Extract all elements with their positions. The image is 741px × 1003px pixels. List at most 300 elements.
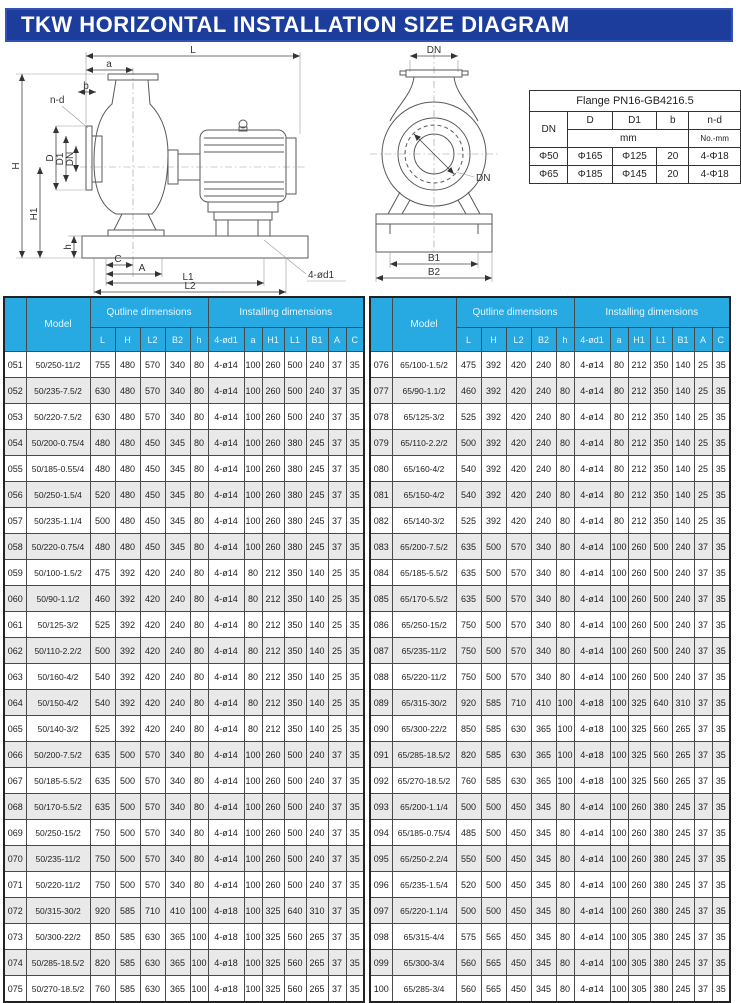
value-cell: 37 bbox=[328, 924, 346, 950]
model-cell: 50/220-0.75/4 bbox=[26, 534, 90, 560]
install-group-header: Installing dimensions bbox=[208, 297, 364, 328]
value-cell: 25 bbox=[694, 482, 712, 508]
model-cell: 50/235-11/2 bbox=[26, 846, 90, 872]
value-cell: 380 bbox=[650, 872, 672, 898]
value-cell: 100 bbox=[556, 768, 574, 794]
value-cell: 340 bbox=[165, 378, 190, 404]
value-cell: 4-ø14 bbox=[574, 404, 610, 430]
value-cell: 340 bbox=[531, 534, 556, 560]
value-cell: 35 bbox=[712, 768, 730, 794]
value-cell: 100 bbox=[244, 404, 262, 430]
value-cell: 345 bbox=[165, 482, 190, 508]
value-cell: 240 bbox=[306, 846, 328, 872]
value-cell: 570 bbox=[140, 846, 165, 872]
value-cell: 80 bbox=[556, 950, 574, 976]
table-row bbox=[370, 794, 730, 820]
value-cell: 35 bbox=[346, 508, 364, 534]
value-cell: 240 bbox=[306, 404, 328, 430]
value-cell: 37 bbox=[328, 742, 346, 768]
dim-label-A: A bbox=[138, 263, 146, 274]
value-cell: 392 bbox=[115, 716, 140, 742]
row-index-cell: 098 bbox=[370, 924, 392, 950]
dim-label-4d1: 4-ød1 bbox=[308, 270, 335, 281]
value-cell: 380 bbox=[284, 430, 306, 456]
value-cell: 350 bbox=[284, 560, 306, 586]
value-cell: 392 bbox=[481, 404, 506, 430]
value-cell: 540 bbox=[90, 664, 115, 690]
value-cell: 4-ø14 bbox=[574, 820, 610, 846]
value-cell: 212 bbox=[628, 352, 650, 378]
row-index-cell: 064 bbox=[4, 690, 26, 716]
value-cell: 100 bbox=[244, 456, 262, 482]
value-cell: 350 bbox=[650, 482, 672, 508]
table-row bbox=[4, 898, 364, 924]
model-header: Model bbox=[26, 297, 90, 352]
value-cell: 820 bbox=[90, 950, 115, 976]
row-index-cell: 063 bbox=[4, 664, 26, 690]
value-cell: 500 bbox=[650, 534, 672, 560]
value-cell: 4-ø14 bbox=[208, 846, 244, 872]
row-index-cell: 097 bbox=[370, 898, 392, 924]
value-cell: 240 bbox=[531, 508, 556, 534]
value-cell: 37 bbox=[328, 534, 346, 560]
value-cell: 570 bbox=[140, 794, 165, 820]
value-cell: 380 bbox=[650, 846, 672, 872]
value-cell: 500 bbox=[456, 430, 481, 456]
value-cell: 260 bbox=[628, 612, 650, 638]
model-cell: 50/220-7.5/2 bbox=[26, 404, 90, 430]
value-cell: 4-ø18 bbox=[208, 898, 244, 924]
value-cell: 35 bbox=[346, 352, 364, 378]
row-index-cell: 067 bbox=[4, 768, 26, 794]
value-cell: 35 bbox=[346, 560, 364, 586]
value-cell: 35 bbox=[712, 638, 730, 664]
value-cell: 35 bbox=[712, 924, 730, 950]
table-row bbox=[370, 378, 730, 404]
value-cell: 420 bbox=[506, 378, 531, 404]
value-cell: 480 bbox=[115, 456, 140, 482]
value-cell: 100 bbox=[610, 768, 628, 794]
value-cell: 4-ø14 bbox=[574, 794, 610, 820]
value-cell: 100 bbox=[610, 560, 628, 586]
value-cell: 570 bbox=[140, 820, 165, 846]
value-cell: 80 bbox=[190, 690, 208, 716]
value-cell: 100 bbox=[244, 898, 262, 924]
row-index-cell: 056 bbox=[4, 482, 26, 508]
value-cell: 710 bbox=[506, 690, 531, 716]
value-cell: 500 bbox=[650, 638, 672, 664]
model-cell: 50/200-7.5/2 bbox=[26, 742, 90, 768]
value-cell: 212 bbox=[262, 560, 284, 586]
row-index-cell: 051 bbox=[4, 352, 26, 378]
model-cell: 50/170-5.5/2 bbox=[26, 794, 90, 820]
value-cell: 325 bbox=[262, 976, 284, 1003]
diagram-area bbox=[0, 44, 741, 296]
table-row bbox=[4, 612, 364, 638]
value-cell: 450 bbox=[140, 430, 165, 456]
value-cell: 585 bbox=[115, 950, 140, 976]
table-row bbox=[370, 768, 730, 794]
model-cell: 65/200-1.1/4 bbox=[392, 794, 456, 820]
value-cell: 350 bbox=[650, 430, 672, 456]
value-cell: 570 bbox=[140, 768, 165, 794]
value-cell: 80 bbox=[190, 638, 208, 664]
model-cell: 50/90-1.1/2 bbox=[26, 586, 90, 612]
dim-label-D1: D1 bbox=[55, 152, 66, 166]
value-cell: 240 bbox=[165, 560, 190, 586]
value-cell: 80 bbox=[610, 378, 628, 404]
row-index-cell: 062 bbox=[4, 638, 26, 664]
value-cell: 240 bbox=[531, 456, 556, 482]
value-cell: 80 bbox=[610, 482, 628, 508]
table-row bbox=[4, 794, 364, 820]
value-cell: 392 bbox=[481, 352, 506, 378]
value-cell: 100 bbox=[244, 742, 262, 768]
model-cell: 65/315-30/2 bbox=[392, 690, 456, 716]
row-index-cell: 072 bbox=[4, 898, 26, 924]
value-cell: 37 bbox=[694, 976, 712, 1003]
value-cell: 850 bbox=[456, 716, 481, 742]
value-cell: 35 bbox=[346, 950, 364, 976]
table-row bbox=[4, 482, 364, 508]
value-cell: 240 bbox=[672, 534, 694, 560]
value-cell: 450 bbox=[506, 794, 531, 820]
value-cell: 4-ø14 bbox=[208, 534, 244, 560]
value-cell: 100 bbox=[190, 950, 208, 976]
value-cell: 750 bbox=[456, 664, 481, 690]
value-cell: 570 bbox=[140, 378, 165, 404]
row-index-cell: Φ50 bbox=[530, 148, 568, 166]
value-cell: 260 bbox=[262, 352, 284, 378]
column-header: A bbox=[694, 328, 712, 352]
value-cell: 80 bbox=[190, 352, 208, 378]
value-cell: 350 bbox=[284, 612, 306, 638]
value-cell: 480 bbox=[90, 534, 115, 560]
table-row bbox=[4, 352, 364, 378]
value-cell: 380 bbox=[284, 508, 306, 534]
value-cell: 80 bbox=[556, 456, 574, 482]
value-cell: 37 bbox=[694, 664, 712, 690]
value-cell: Φ145 bbox=[612, 166, 656, 184]
value-cell: 4-ø14 bbox=[208, 456, 244, 482]
value-cell: 392 bbox=[115, 560, 140, 586]
model-cell: 65/125-3/2 bbox=[392, 404, 456, 430]
value-cell: 35 bbox=[712, 612, 730, 638]
value-cell: 35 bbox=[346, 456, 364, 482]
row-index-cell: 081 bbox=[370, 482, 392, 508]
dim-label-D: D bbox=[45, 154, 56, 162]
value-cell: 245 bbox=[672, 898, 694, 924]
value-cell: 80 bbox=[556, 352, 574, 378]
model-cell: 65/90-1.1/2 bbox=[392, 378, 456, 404]
model-cell: 65/100-1.5/2 bbox=[392, 352, 456, 378]
value-cell: 325 bbox=[262, 898, 284, 924]
value-cell: 570 bbox=[140, 352, 165, 378]
value-cell: 570 bbox=[506, 638, 531, 664]
value-cell: 245 bbox=[672, 820, 694, 846]
value-cell: 35 bbox=[346, 898, 364, 924]
value-cell: 20 bbox=[657, 166, 689, 184]
value-cell: 570 bbox=[140, 742, 165, 768]
value-cell: 380 bbox=[650, 950, 672, 976]
column-header: C bbox=[712, 328, 730, 352]
value-cell: 340 bbox=[165, 794, 190, 820]
value-cell: 380 bbox=[650, 898, 672, 924]
value-cell: 35 bbox=[712, 534, 730, 560]
value-cell: 37 bbox=[328, 352, 346, 378]
table-row bbox=[4, 820, 364, 846]
value-cell: 500 bbox=[481, 664, 506, 690]
value-cell: 4-ø14 bbox=[574, 482, 610, 508]
value-cell: 760 bbox=[90, 976, 115, 1003]
row-index-cell: 057 bbox=[4, 508, 26, 534]
value-cell: 710 bbox=[140, 898, 165, 924]
value-cell: 35 bbox=[346, 638, 364, 664]
value-cell: 380 bbox=[284, 456, 306, 482]
value-cell: 35 bbox=[346, 482, 364, 508]
value-cell: 140 bbox=[672, 352, 694, 378]
value-cell: 4-Φ18 bbox=[689, 148, 741, 166]
value-cell: 460 bbox=[456, 378, 481, 404]
value-cell: 340 bbox=[531, 560, 556, 586]
value-cell: 100 bbox=[610, 872, 628, 898]
table-row bbox=[4, 560, 364, 586]
value-cell: 240 bbox=[165, 664, 190, 690]
table-row bbox=[370, 534, 730, 560]
pump-front-view-drawing bbox=[352, 44, 542, 296]
row-index-cell: 054 bbox=[4, 430, 26, 456]
model-cell: 65/150-4/2 bbox=[392, 482, 456, 508]
value-cell: 100 bbox=[244, 950, 262, 976]
value-cell: 80 bbox=[610, 404, 628, 430]
page-title: TKW HORIZONTAL INSTALLATION SIZE DIAGRAM bbox=[21, 12, 570, 37]
value-cell: 260 bbox=[262, 742, 284, 768]
value-cell: 25 bbox=[694, 508, 712, 534]
table-row bbox=[370, 924, 730, 950]
value-cell: 80 bbox=[244, 586, 262, 612]
table-row bbox=[4, 430, 364, 456]
value-cell: 240 bbox=[165, 716, 190, 742]
value-cell: 4-ø14 bbox=[208, 560, 244, 586]
model-cell: 50/125-3/2 bbox=[26, 612, 90, 638]
value-cell: 212 bbox=[628, 378, 650, 404]
value-cell: 35 bbox=[712, 690, 730, 716]
table-row bbox=[370, 898, 730, 924]
value-cell: 540 bbox=[90, 690, 115, 716]
value-cell: 500 bbox=[481, 820, 506, 846]
value-cell: 325 bbox=[628, 716, 650, 742]
value-cell: 80 bbox=[190, 508, 208, 534]
row-index-cell: 090 bbox=[370, 716, 392, 742]
row-index-cell: 069 bbox=[4, 820, 26, 846]
value-cell: 585 bbox=[115, 898, 140, 924]
value-cell: 25 bbox=[328, 664, 346, 690]
table-row bbox=[370, 612, 730, 638]
table-row bbox=[370, 820, 730, 846]
value-cell: 35 bbox=[712, 742, 730, 768]
table-row bbox=[370, 430, 730, 456]
value-cell: 500 bbox=[90, 638, 115, 664]
value-cell: 265 bbox=[672, 742, 694, 768]
model-cell: 65/170-5.5/2 bbox=[392, 586, 456, 612]
value-cell: 260 bbox=[628, 794, 650, 820]
size-tables bbox=[3, 296, 731, 1003]
column-header: L2 bbox=[506, 328, 531, 352]
value-cell: 500 bbox=[284, 742, 306, 768]
value-cell: 260 bbox=[262, 404, 284, 430]
value-cell: 140 bbox=[306, 716, 328, 742]
value-cell: 35 bbox=[712, 378, 730, 404]
value-cell: 80 bbox=[244, 612, 262, 638]
table-row bbox=[370, 508, 730, 534]
value-cell: 25 bbox=[694, 456, 712, 482]
value-cell: 240 bbox=[672, 638, 694, 664]
value-cell: 500 bbox=[650, 560, 672, 586]
value-cell: 380 bbox=[650, 820, 672, 846]
value-cell: 540 bbox=[456, 456, 481, 482]
dim-label-DN-top: DN bbox=[426, 45, 442, 56]
value-cell: 80 bbox=[556, 664, 574, 690]
value-cell: 4-ø14 bbox=[208, 690, 244, 716]
value-cell: 345 bbox=[531, 898, 556, 924]
value-cell: 100 bbox=[244, 482, 262, 508]
value-cell: 4-ø14 bbox=[208, 352, 244, 378]
value-cell: 420 bbox=[506, 508, 531, 534]
value-cell: 500 bbox=[456, 794, 481, 820]
value-cell: 212 bbox=[262, 716, 284, 742]
model-cell: 50/250-15/2 bbox=[26, 820, 90, 846]
value-cell: 420 bbox=[140, 638, 165, 664]
table-row bbox=[370, 716, 730, 742]
value-cell: 4-ø18 bbox=[574, 716, 610, 742]
value-cell: 35 bbox=[346, 872, 364, 898]
value-cell: 25 bbox=[694, 378, 712, 404]
value-cell: 260 bbox=[262, 482, 284, 508]
value-cell: 240 bbox=[531, 430, 556, 456]
value-cell: 100 bbox=[610, 664, 628, 690]
value-cell: 25 bbox=[328, 612, 346, 638]
value-cell: 260 bbox=[262, 794, 284, 820]
value-cell: 392 bbox=[115, 612, 140, 638]
value-cell: 140 bbox=[672, 456, 694, 482]
value-cell: 350 bbox=[284, 586, 306, 612]
value-cell: 565 bbox=[481, 924, 506, 950]
value-cell: 340 bbox=[531, 586, 556, 612]
value-cell: 80 bbox=[556, 820, 574, 846]
row-index-cell: 080 bbox=[370, 456, 392, 482]
value-cell: 37 bbox=[328, 820, 346, 846]
row-index-cell: 055 bbox=[4, 456, 26, 482]
value-cell: 4-ø14 bbox=[208, 482, 244, 508]
model-cell: 50/270-18.5/2 bbox=[26, 976, 90, 1003]
value-cell: 420 bbox=[506, 482, 531, 508]
value-cell: 240 bbox=[672, 612, 694, 638]
value-cell: 560 bbox=[284, 924, 306, 950]
table-row bbox=[530, 166, 741, 184]
value-cell: 100 bbox=[244, 976, 262, 1003]
value-cell: 340 bbox=[531, 638, 556, 664]
value-cell: 100 bbox=[556, 716, 574, 742]
value-cell: 37 bbox=[694, 872, 712, 898]
value-cell: 500 bbox=[481, 638, 506, 664]
value-cell: 35 bbox=[712, 404, 730, 430]
value-cell: 4-ø14 bbox=[208, 404, 244, 430]
value-cell: 260 bbox=[628, 872, 650, 898]
value-cell: 100 bbox=[244, 352, 262, 378]
table-row bbox=[4, 534, 364, 560]
row-index-cell: 082 bbox=[370, 508, 392, 534]
value-cell: 4-ø14 bbox=[208, 378, 244, 404]
column-header: B2 bbox=[531, 328, 556, 352]
value-cell: 480 bbox=[115, 430, 140, 456]
value-cell: 80 bbox=[190, 482, 208, 508]
value-cell: 450 bbox=[506, 820, 531, 846]
value-cell: 100 bbox=[244, 534, 262, 560]
row-index-cell: 052 bbox=[4, 378, 26, 404]
value-cell: 100 bbox=[610, 638, 628, 664]
value-cell: 265 bbox=[306, 976, 328, 1003]
value-cell: 35 bbox=[346, 924, 364, 950]
value-cell: 35 bbox=[712, 586, 730, 612]
value-cell: 100 bbox=[190, 976, 208, 1003]
value-cell: 500 bbox=[115, 846, 140, 872]
value-cell: 35 bbox=[712, 352, 730, 378]
value-cell: 500 bbox=[90, 508, 115, 534]
value-cell: 35 bbox=[346, 378, 364, 404]
value-cell: 350 bbox=[284, 716, 306, 742]
value-cell: 520 bbox=[456, 872, 481, 898]
value-cell: 420 bbox=[140, 690, 165, 716]
value-cell: 4-ø14 bbox=[574, 638, 610, 664]
value-cell: 240 bbox=[306, 872, 328, 898]
value-cell: 80 bbox=[556, 924, 574, 950]
value-cell: 4-ø14 bbox=[208, 794, 244, 820]
dim-label-DN-bore: DN bbox=[476, 173, 491, 184]
value-cell: 4-ø14 bbox=[208, 508, 244, 534]
value-cell: 25 bbox=[694, 404, 712, 430]
value-cell: 35 bbox=[712, 794, 730, 820]
value-cell: 500 bbox=[284, 768, 306, 794]
value-cell: 35 bbox=[346, 612, 364, 638]
value-cell: 140 bbox=[672, 378, 694, 404]
value-cell: 475 bbox=[456, 352, 481, 378]
value-cell: 37 bbox=[328, 430, 346, 456]
table-row bbox=[370, 846, 730, 872]
value-cell: 260 bbox=[262, 456, 284, 482]
value-cell: 392 bbox=[115, 690, 140, 716]
value-cell: 450 bbox=[140, 456, 165, 482]
table-row bbox=[370, 976, 730, 1003]
model-cell: 50/235-7.5/2 bbox=[26, 378, 90, 404]
value-cell: 260 bbox=[628, 638, 650, 664]
value-cell: 80 bbox=[556, 794, 574, 820]
value-cell: 245 bbox=[672, 924, 694, 950]
value-cell: 340 bbox=[531, 664, 556, 690]
value-cell: 4-ø14 bbox=[574, 430, 610, 456]
value-cell: 760 bbox=[456, 768, 481, 794]
value-cell: 260 bbox=[628, 898, 650, 924]
value-cell: 35 bbox=[712, 430, 730, 456]
value-cell: 4-ø14 bbox=[574, 456, 610, 482]
value-cell: 35 bbox=[712, 560, 730, 586]
value-cell: 750 bbox=[456, 638, 481, 664]
value-cell: 565 bbox=[481, 976, 506, 1003]
value-cell: 25 bbox=[328, 586, 346, 612]
value-cell: 365 bbox=[531, 742, 556, 768]
value-cell: 35 bbox=[346, 586, 364, 612]
row-index-cell: 061 bbox=[4, 612, 26, 638]
value-cell: 100 bbox=[610, 976, 628, 1003]
